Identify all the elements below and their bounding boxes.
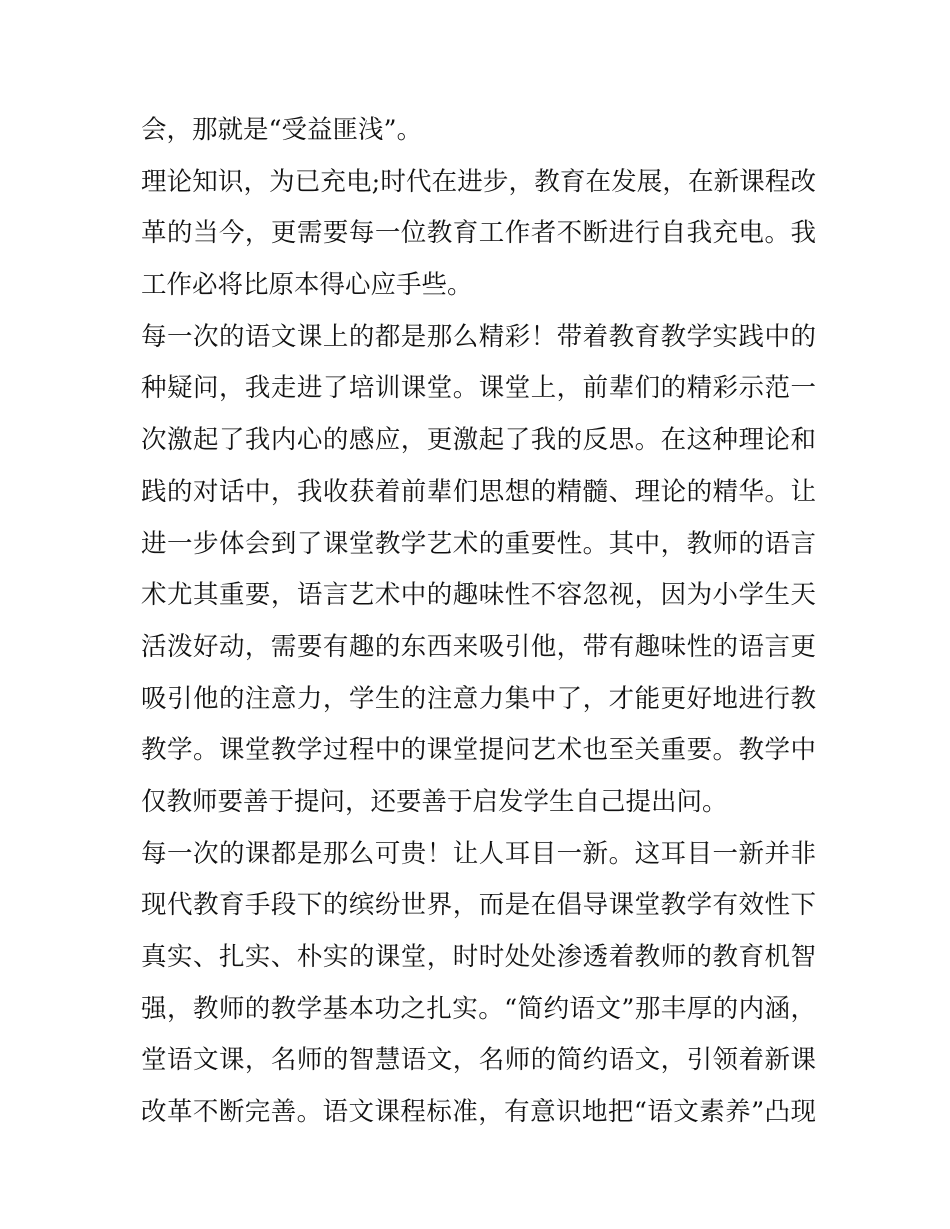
text-line: 强，教师的教学基本功之扎实。“简约语文”那丰厚的内涵， <box>141 993 816 1024</box>
text-line: 次激起了我内心的感应，更激起了我的反思。在这种理论和 <box>141 425 816 456</box>
text-line: 种疑问，我走进了培训课堂。课堂上，前辈们的精彩示范一 <box>141 373 816 404</box>
text-line: 理论知识，为已充电;时代在进步，教育在发展，在新课程改 <box>141 166 816 197</box>
text-line: 工作必将比原本得心应手些。 <box>141 270 473 301</box>
text-line: 践的对话中，我收获着前辈们思想的精髓、理论的精华。让 <box>141 476 816 507</box>
text-line: 革的当今，更需要每一位教育工作者不断进行自我充电。我 <box>141 218 816 249</box>
text-line: 活泼好动，需要有趣的东西来吸引他，带有趣味性的语言更 <box>141 631 816 662</box>
text-line: 真实、扎实、朴实的课堂，时时处处渗透着教师的教育机智 <box>141 942 816 972</box>
text-line: 教学。课堂教学过程中的课堂提问艺术也至关重要。教学中 <box>141 735 816 766</box>
text-line: 每一次的课都是那么可贵！让人耳目一新。这耳目一新并非 <box>141 838 816 869</box>
text-line: 每一次的语文课上的都是那么精彩！带着教育教学实践中的 <box>141 321 816 352</box>
text-line: 术尤其重要，语言艺术中的趣味性不容忽视，因为小学生天 <box>141 580 816 611</box>
text-line: 现代教育手段下的缤纷世界，而是在倡导课堂教学有效性下 <box>141 890 816 921</box>
text-line: 仅教师要善于提问，还要善于启发学生自己提出问。 <box>141 786 728 817</box>
text-line: 改革不断完善。语文课程标准，有意识地把“语文素养”凸现 <box>141 1097 816 1128</box>
text-line: 进一步体会到了课堂教学艺术的重要性。其中，教师的语言 <box>141 528 816 559</box>
document-body <box>141 105 816 1139</box>
text-line: 吸引他的注意力，学生的注意力集中了，才能更好地进行教 <box>141 683 816 714</box>
text-line: 会，那就是“受益匪浅”。 <box>141 115 423 145</box>
text-line: 堂语文课，名师的智慧语文，名师的简约语文，引领着新课 <box>141 1045 816 1076</box>
